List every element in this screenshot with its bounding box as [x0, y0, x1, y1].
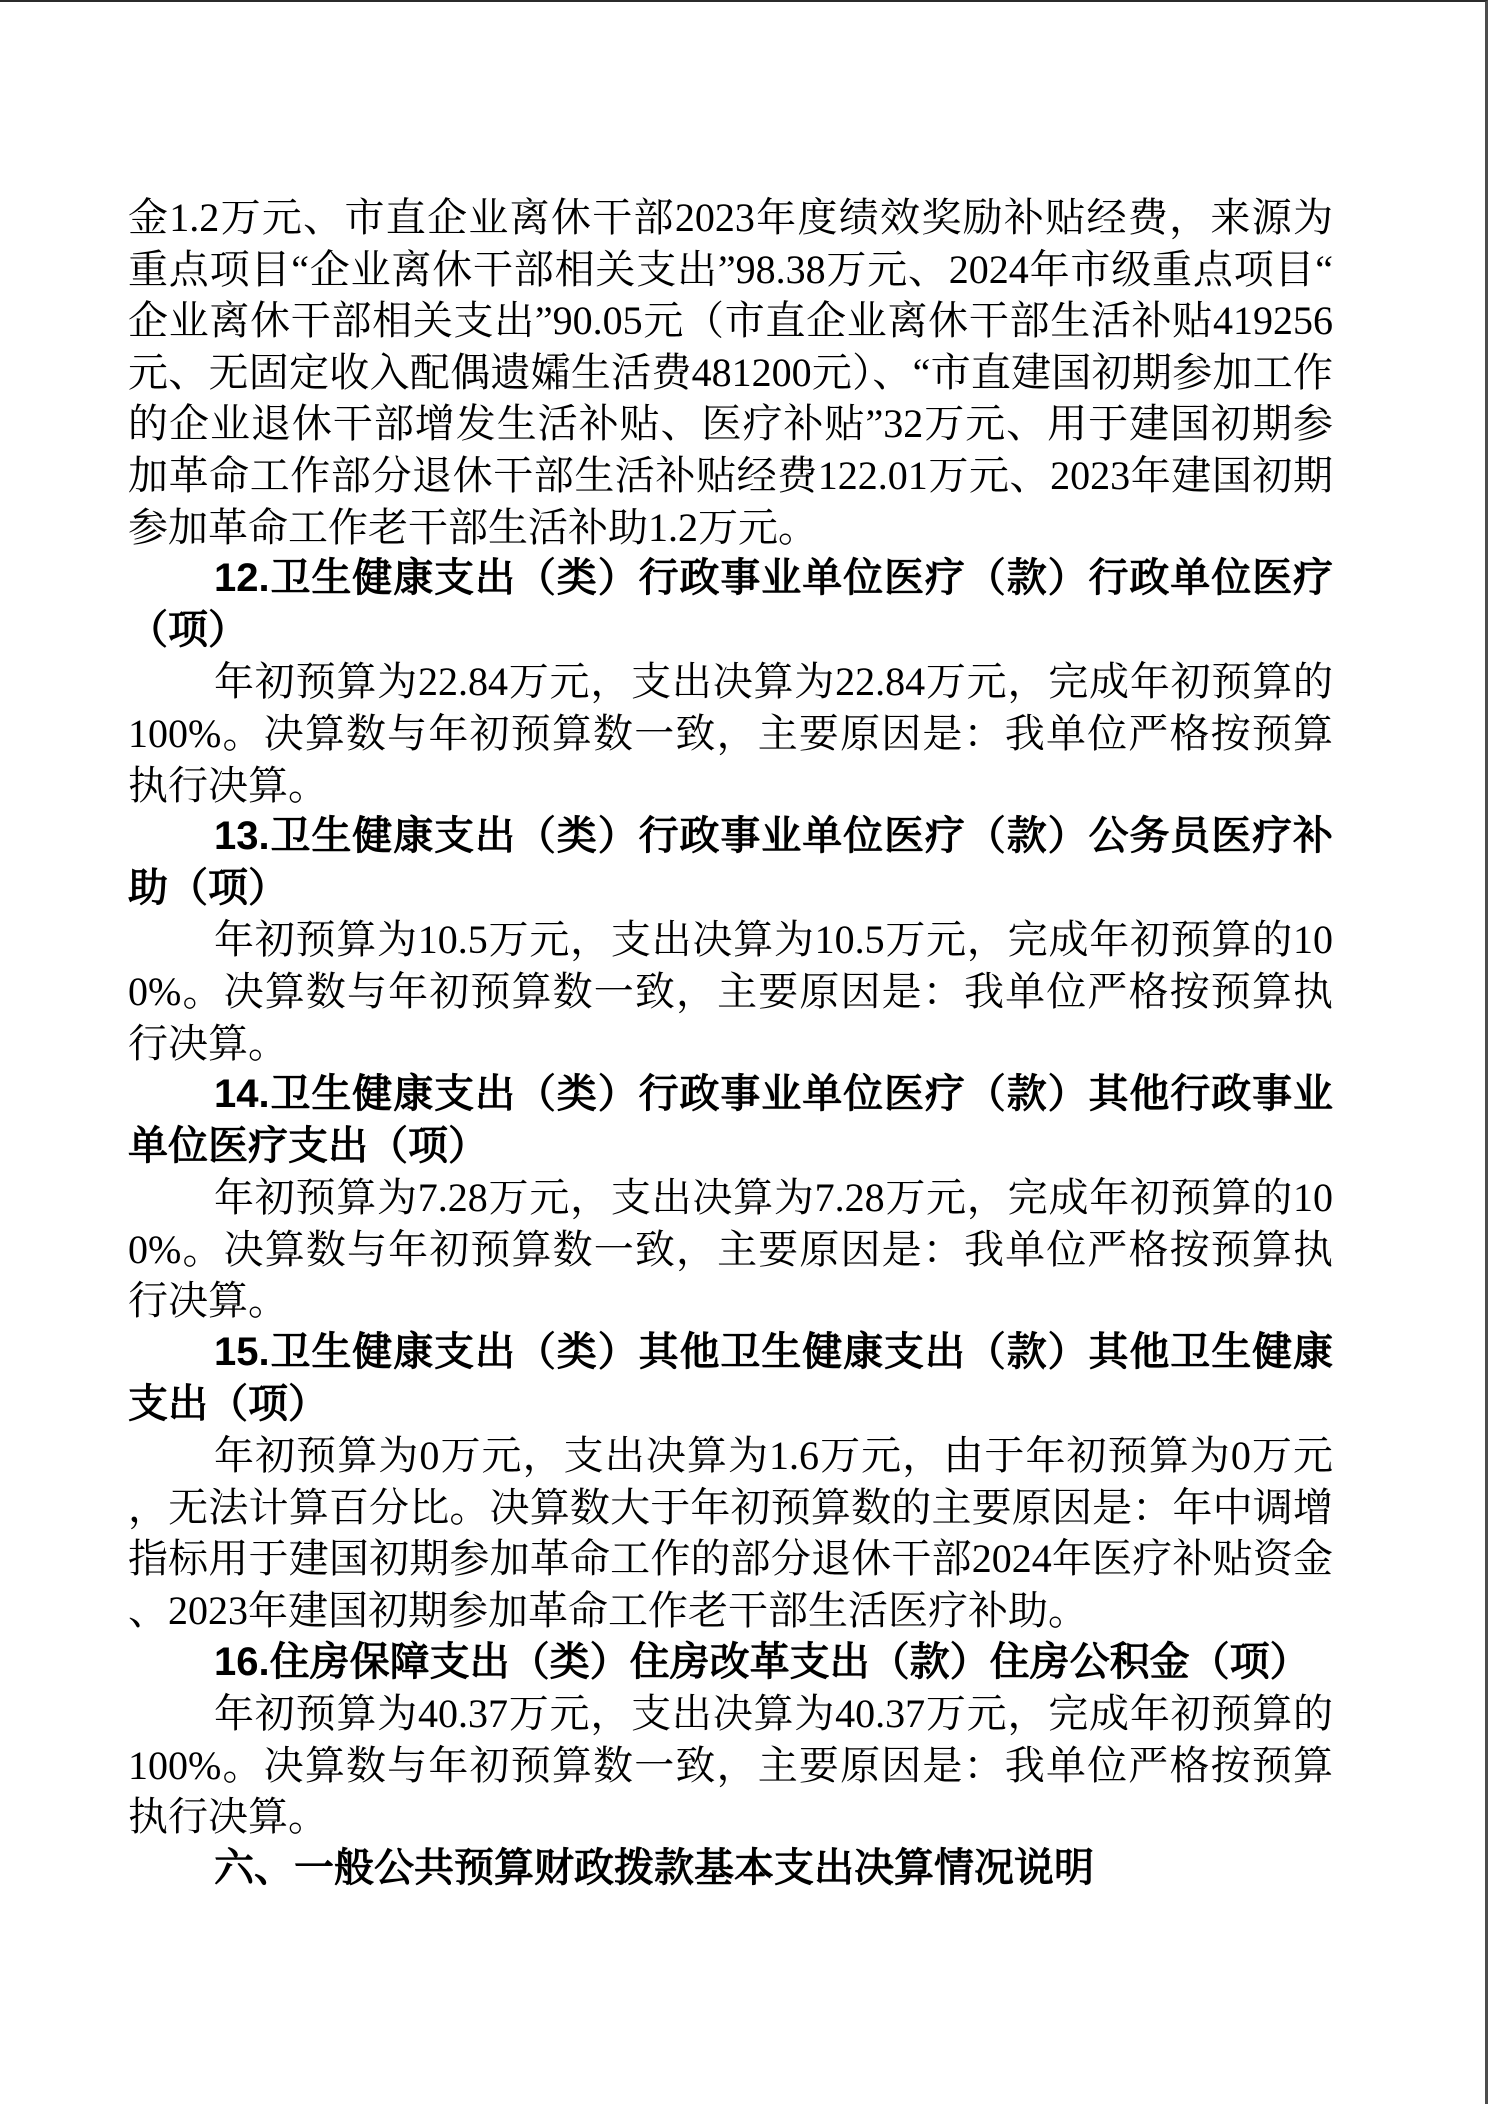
continuation-paragraph: 金1.2万元、市直企业离休干部2023年度绩效奖励补贴经费，来源为重点项目“企业离休干部相关支出”98.38万元、2024年市级重点项目“企业离休干部相关支出”90.05元（市直企业离休干部生活补贴419256元、无固定收入配偶遗孀生活费481200元）、“市直建国初期参加工作的企业退休干部增发生活补贴、医疗补贴”32万元、用于建国初期参加革命工作部分退休干部生活补贴经费122.01万元、2023年建国初期参加革命工作老干部生活补助1.2万元。: [128, 195, 1333, 550]
section-12-heading: 12.卫生健康支出（类）行政事业单位医疗（款）行政单位医疗（项）: [128, 556, 1333, 652]
document-content: [0, 2, 1333, 1895]
section-15-body: 年初预算为0万元，支出决算为1.6万元，由于年初预算为0万元，无法计算百分比。决算数大于年初预算数的主要原因是：年中调增指标用于建国初期参加革命工作的部分退休干部2024年医疗补贴资金、2023年建国初期参加革命工作老干部生活医疗补助。: [128, 1433, 1333, 1634]
section-16-heading: 16.住房保障支出（类）住房改革支出（款）住房公积金（项）: [214, 1639, 1310, 1684]
section-12-body: 年初预算为22.84万元，支出决算为22.84万元，完成年初预算的100%。决算数与年初预算数一致，主要原因是：我单位严格按预算执行决算。: [128, 659, 1333, 808]
section-13-heading: 13.卫生健康支出（类）行政事业单位医疗（款）公务员医疗补助（项）: [128, 814, 1333, 910]
section-15-heading: 15.卫生健康支出（类）其他卫生健康支出（款）其他卫生健康支出（项）: [128, 1330, 1333, 1426]
section-14-heading: 14.卫生健康支出（类）行政事业单位医疗（款）其他行政事业单位医疗支出（项）: [128, 1072, 1333, 1168]
section-14-body: 年初预算为7.28万元，支出决算为7.28万元，完成年初预算的100%。决算数与年初预算数一致，主要原因是：我单位严格按预算执行决算。: [128, 1175, 1333, 1324]
closing-section-heading: 六、一般公共预算财政拨款基本支出决算情况说明: [214, 1846, 1094, 1890]
section-13-body: 年初预算为10.5万元，支出决算为10.5万元，完成年初预算的100%。决算数与年初预算数一致，主要原因是：我单位严格按预算执行决算。: [128, 917, 1333, 1066]
section-16-body: 年初预算为40.37万元，支出决算为40.37万元，完成年初预算的100%。决算数与年初预算数一致，主要原因是：我单位严格按预算执行决算。: [128, 1691, 1333, 1840]
